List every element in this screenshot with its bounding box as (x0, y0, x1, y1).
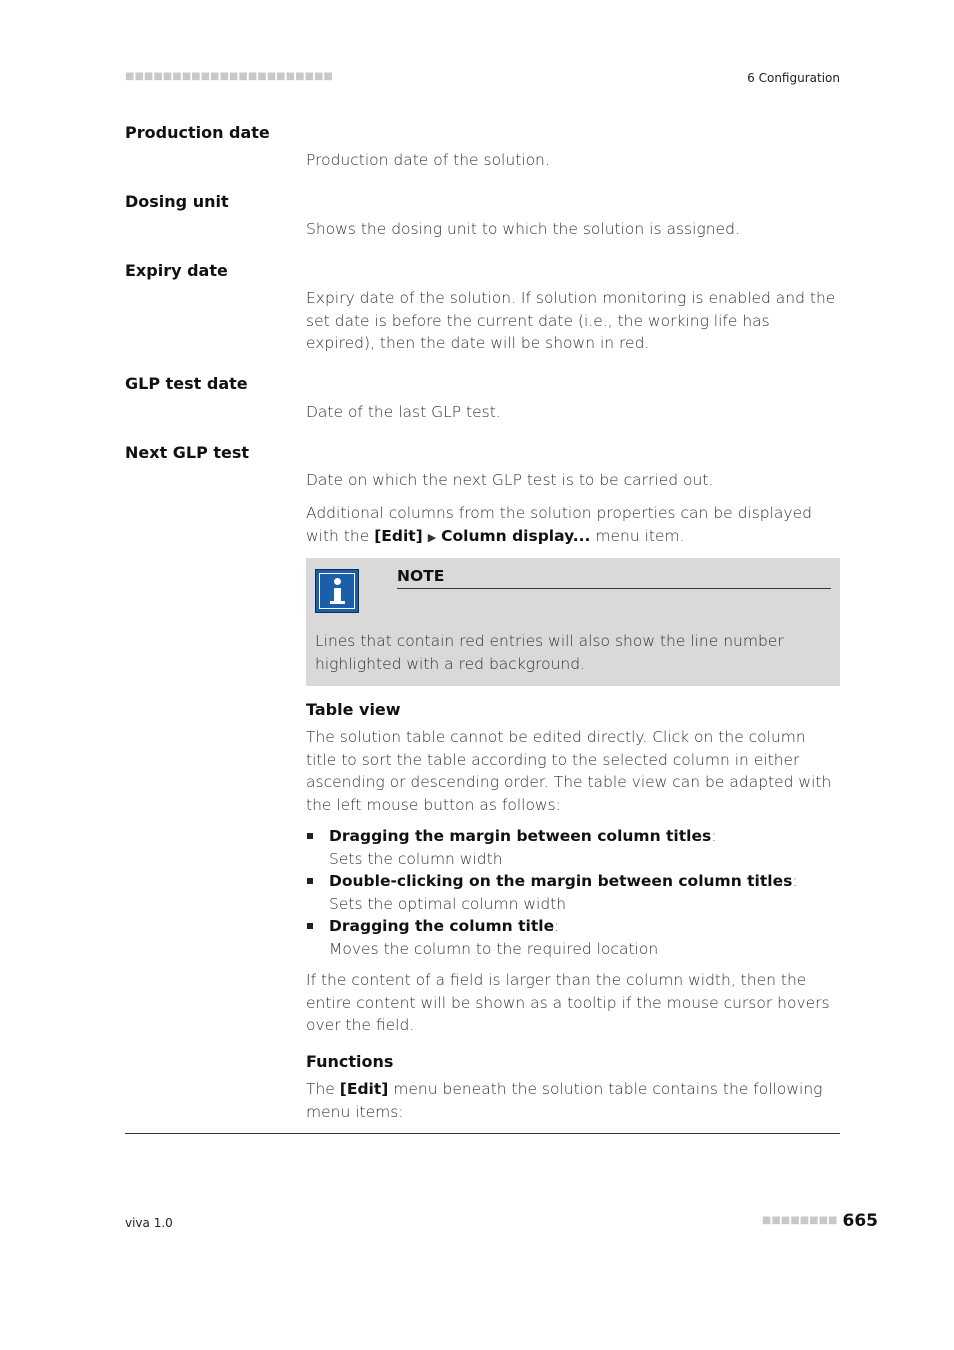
desc-dosing-unit: Shows the dosing unit to which the solution is assigned. (306, 220, 740, 238)
table-view-heading: Table view (306, 700, 401, 719)
table-view-list (306, 825, 842, 960)
submenu-arrow-icon: ▶ (427, 530, 437, 544)
edit-menu-ref: [Edit] (374, 526, 423, 545)
section-divider (125, 1133, 840, 1134)
note-title: NOTE (397, 567, 831, 589)
term-glp-test-date: GLP test date (125, 374, 248, 393)
desc-glp-test-date: Date of the last GLP test. (306, 403, 501, 421)
functions-heading: Functions (306, 1052, 394, 1071)
column-display-menu-ref: Column display... (441, 526, 591, 545)
term-next-glp-test: Next GLP test (125, 443, 250, 462)
table-view-intro: The solution table cannot be edited directly. Click on the column title to sort the table according to the selected column in either ascending or descending order. The table view can be adapted with the left mouse button as follows: (306, 728, 832, 814)
footer-decoration: ■■■■■■■■ (761, 1215, 838, 1226)
footer-page (762, 1211, 878, 1231)
term-production-date: Production date (125, 123, 270, 142)
functions-text-pre: The (306, 1080, 340, 1098)
desc-expiry-date: Expiry date of the solution. If solution monitoring is enabled and the set date is before the current date (i.e., the working life has expired), then the date will be shown in red. (306, 289, 836, 352)
info-icon (315, 569, 359, 613)
desc-production-date: Production date of the solution. (306, 151, 550, 169)
chapter-title: 6 Configuration (747, 71, 840, 85)
note-box (306, 558, 840, 686)
additional-columns-paragraph (306, 502, 842, 549)
functions-paragraph (306, 1078, 842, 1123)
bullet-icon (307, 923, 313, 929)
list-item-action: Dragging the margin between column titles (329, 827, 712, 845)
list-item: Dragging the margin between column titles: Sets the column width (306, 825, 842, 870)
term-expiry-date: Expiry date (125, 261, 228, 280)
footer-product: viva 1.0 (125, 1216, 173, 1230)
functions-text-post: menu beneath the solution table contains the following menu items: (306, 1080, 823, 1121)
list-item-result: Sets the column width (329, 849, 503, 868)
tooltip-paragraph: If the content of a field is larger than the column width, then the entire content will be shown as a tooltip if the mouse cursor hovers over the field. (306, 971, 830, 1034)
additional-text-post: menu item. (590, 526, 685, 545)
page-number: 665 (842, 1211, 878, 1231)
bullet-icon (307, 833, 313, 839)
term-dosing-unit: Dosing unit (125, 192, 229, 211)
note-text: Lines that contain red entries will also show the line number highlighted with a red background. (315, 632, 784, 673)
header-decoration: ■■■■■■■■■■■■■■■■■■■■■■ (125, 71, 333, 82)
list-item: Double-clicking on the margin between column titles: Sets the optimal column width (306, 870, 842, 915)
list-item-action: Dragging the column title (329, 917, 555, 935)
list-item-result: Sets the optimal column width (329, 894, 567, 913)
list-item-action: Double-clicking on the margin between column titles (329, 872, 793, 890)
additional-text-pre: Additional columns from the solution properties can be displayed with the (306, 504, 812, 545)
bullet-icon (307, 878, 313, 884)
edit-menu-ref-2: [Edit] (339, 1080, 389, 1098)
list-item-result: Moves the column to the required location (329, 939, 659, 958)
list-item: Dragging the column title: Moves the column to the required location (306, 915, 842, 960)
desc-next-glp-test: Date on which the next GLP test is to be carried out. (306, 471, 714, 489)
